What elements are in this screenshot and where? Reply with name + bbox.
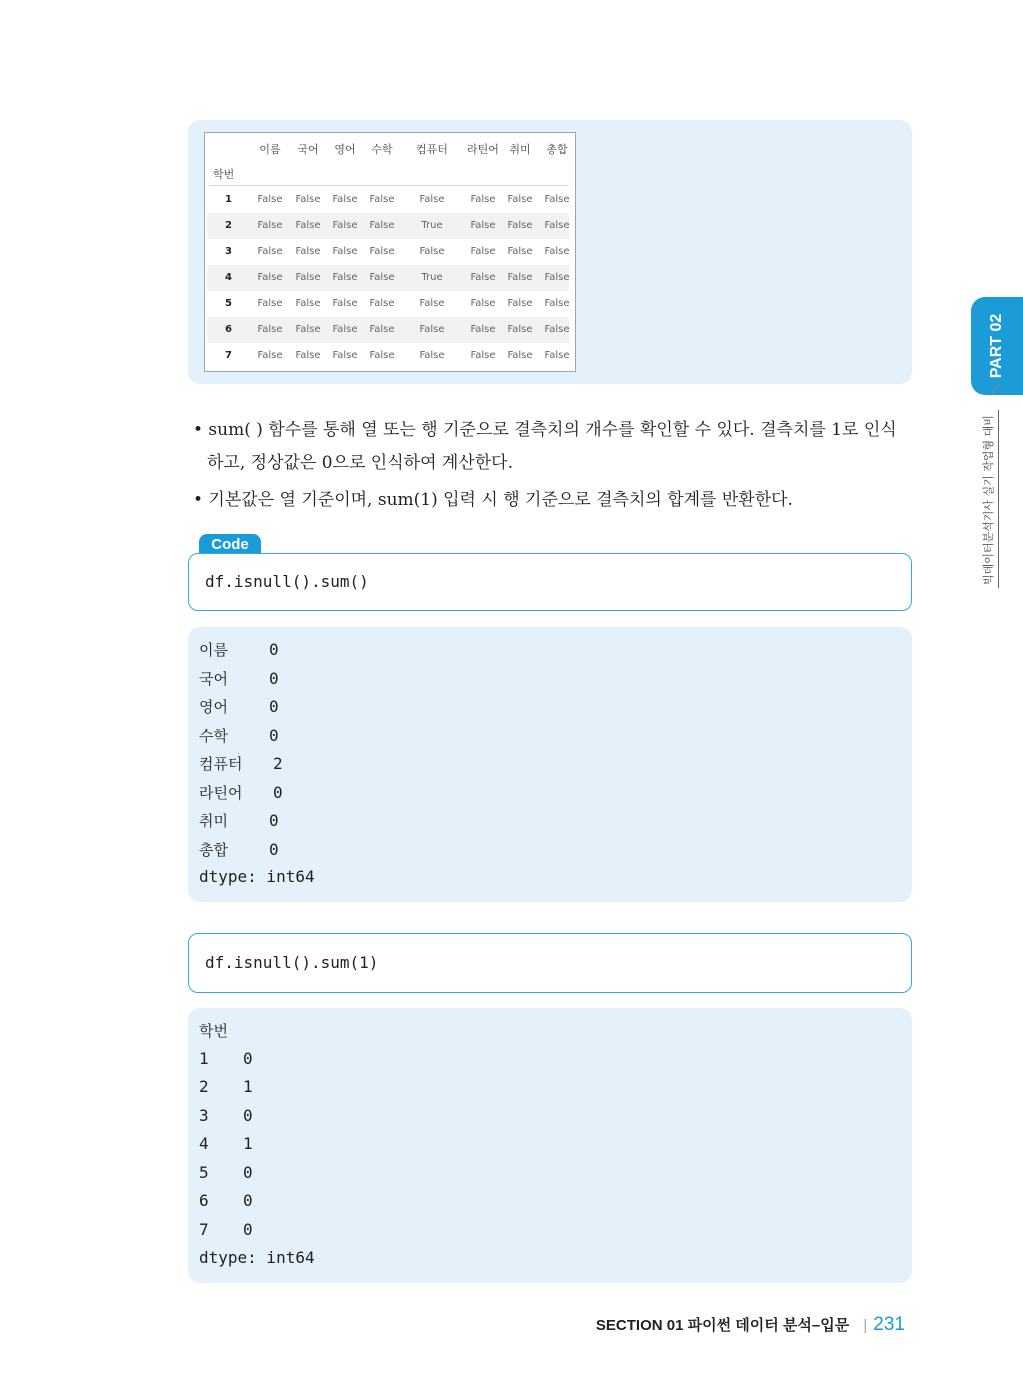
table-row bbox=[207, 343, 569, 369]
row-index: 1 bbox=[225, 194, 232, 205]
output-value: 0 bbox=[243, 1191, 253, 1210]
output-key: 총합 bbox=[199, 840, 228, 859]
output-key: 수학 bbox=[199, 726, 228, 745]
table-cell: False bbox=[257, 298, 283, 309]
output-value: 0 bbox=[269, 640, 279, 659]
output-line bbox=[199, 1191, 253, 1210]
footer-divider: | bbox=[863, 1317, 868, 1334]
table-cell: False bbox=[507, 246, 533, 257]
table-cell: False bbox=[295, 298, 321, 309]
output-key: 취미 bbox=[199, 812, 228, 830]
bullet-sum-explanation bbox=[193, 414, 897, 480]
output-key: 2 bbox=[199, 1077, 209, 1096]
dtype-line: dtype: int64 bbox=[199, 867, 315, 886]
table-cell: False bbox=[544, 220, 570, 231]
table-cell: False bbox=[470, 298, 496, 309]
output-value: 0 bbox=[243, 1162, 253, 1182]
table-cell: False bbox=[332, 272, 358, 283]
output-key: 컴퓨터 bbox=[199, 755, 243, 773]
code-block-2 bbox=[188, 933, 912, 993]
column-header: 컴퓨터 bbox=[416, 143, 448, 156]
output-line bbox=[199, 1134, 253, 1153]
output-value: 0 bbox=[269, 668, 279, 688]
table-cell: False bbox=[507, 194, 533, 205]
table-cell: False bbox=[369, 194, 395, 205]
table-row bbox=[207, 317, 569, 343]
page-number: 231 bbox=[873, 1314, 905, 1335]
output-value: 0 bbox=[243, 1105, 253, 1125]
output-key: 국어 bbox=[199, 669, 228, 688]
table-cell: False bbox=[295, 220, 321, 231]
table-cell: False bbox=[507, 350, 533, 361]
dataframe-table bbox=[204, 132, 576, 372]
table-row bbox=[207, 265, 569, 291]
column-header: 라틴어 bbox=[467, 143, 499, 156]
output-key: 영어 bbox=[199, 698, 228, 716]
part-tab bbox=[971, 297, 1023, 395]
table-row bbox=[207, 213, 569, 239]
table-cell: False bbox=[544, 350, 570, 361]
code-label: Code bbox=[199, 534, 261, 556]
output-line bbox=[199, 1220, 253, 1239]
table-cell: False bbox=[419, 350, 445, 361]
output-value: 1 bbox=[243, 1134, 253, 1153]
output-value: 2 bbox=[273, 754, 283, 773]
output-line bbox=[199, 1106, 253, 1125]
part-label: PART 02 bbox=[988, 313, 1005, 379]
table-cell: False bbox=[470, 324, 496, 335]
output-value: 0 bbox=[243, 1048, 253, 1068]
row-index: 7 bbox=[225, 350, 232, 361]
table-cell: False bbox=[470, 194, 496, 205]
column-header: 영어 bbox=[334, 143, 356, 156]
output-line bbox=[199, 1163, 253, 1182]
output-value: 0 bbox=[269, 839, 279, 859]
table-cell: False bbox=[257, 220, 283, 231]
table-cell: False bbox=[507, 298, 533, 309]
output-key: 이름 bbox=[199, 641, 228, 659]
section-number: SECTION 01 bbox=[595, 1317, 684, 1334]
output-line bbox=[199, 1049, 253, 1068]
bullet-text: • 기본값은 열 기준이며, sum(1) 입력 시 행 기준으로 결측치의 합계를 반환한다. bbox=[193, 490, 793, 510]
output-line bbox=[199, 696, 279, 717]
table-cell: False bbox=[332, 194, 358, 205]
output-value: 0 bbox=[243, 1219, 253, 1239]
table-cell: False bbox=[332, 298, 358, 309]
bullet-default-axis bbox=[193, 484, 793, 517]
table-cell: False bbox=[295, 246, 321, 257]
table-cell: False bbox=[295, 272, 321, 283]
output-line bbox=[199, 839, 279, 860]
output-key: 3 bbox=[199, 1105, 209, 1125]
book-subtitle: 빅데이터분석기사 실기 작업형 대비 bbox=[982, 415, 995, 585]
output-line bbox=[199, 1077, 253, 1096]
output-line bbox=[199, 753, 283, 774]
table-cell: False bbox=[470, 220, 496, 231]
table-cell: False bbox=[332, 350, 358, 361]
table-cell: False bbox=[544, 194, 570, 205]
bullet-text-line2: 하고, 정상값은 0으로 인식하여 계산한다. bbox=[207, 453, 513, 473]
table-cell: False bbox=[470, 246, 496, 257]
column-header: 이름 bbox=[259, 143, 281, 156]
row-index: 3 bbox=[225, 246, 232, 257]
column-header: 국어 bbox=[297, 143, 319, 156]
table-cell: False bbox=[369, 350, 395, 361]
table-cell: False bbox=[257, 272, 283, 283]
output-value: 0 bbox=[269, 697, 279, 716]
table-cell: False bbox=[419, 298, 445, 309]
output-panel-sum bbox=[188, 627, 912, 902]
row-index: 2 bbox=[225, 220, 232, 231]
table-cell: False bbox=[544, 298, 570, 309]
table-cell: True bbox=[421, 220, 443, 231]
table-cell: False bbox=[257, 246, 283, 257]
code-text: df.isnull().sum(1) bbox=[205, 953, 379, 972]
output-line bbox=[199, 782, 283, 803]
column-header: 취미 bbox=[509, 143, 531, 156]
table-cell: False bbox=[257, 350, 283, 361]
table-cell: False bbox=[470, 350, 496, 361]
output-panel-sum1 bbox=[188, 1008, 912, 1283]
output-key: 5 bbox=[199, 1162, 209, 1182]
output-value: 0 bbox=[269, 725, 279, 745]
code-block bbox=[188, 553, 912, 611]
table-cell: False bbox=[369, 272, 395, 283]
index-name-text: 학번 bbox=[199, 1022, 228, 1040]
column-header: 총합 bbox=[546, 143, 568, 156]
table-cell: False bbox=[295, 324, 321, 335]
output-value: 1 bbox=[243, 1077, 253, 1096]
table-row bbox=[207, 239, 569, 265]
table-cell: False bbox=[332, 220, 358, 231]
table-cell: False bbox=[544, 246, 570, 257]
table-cell: False bbox=[332, 324, 358, 335]
table-cell: False bbox=[295, 350, 321, 361]
table-cell: False bbox=[507, 324, 533, 335]
table-row bbox=[207, 291, 569, 317]
table-cell: False bbox=[257, 194, 283, 205]
section-title: 파이썬 데이터 분석–입문 bbox=[687, 1317, 850, 1334]
column-header: 수학 bbox=[371, 143, 393, 156]
side-divider bbox=[998, 410, 999, 588]
output-key: 1 bbox=[199, 1048, 209, 1068]
table-cell: False bbox=[332, 246, 358, 257]
table-cell: False bbox=[369, 246, 395, 257]
table-cell: False bbox=[257, 324, 283, 335]
dtype-line: dtype: int64 bbox=[199, 1248, 315, 1267]
output-key: 6 bbox=[199, 1191, 209, 1210]
table-cell: False bbox=[419, 194, 445, 205]
page-footer bbox=[596, 1314, 905, 1336]
index-name bbox=[199, 1020, 228, 1041]
output-key: 라틴어 bbox=[199, 783, 243, 802]
output-key: 4 bbox=[199, 1134, 209, 1153]
row-index: 6 bbox=[225, 324, 232, 335]
index-name: 학번 bbox=[213, 168, 235, 181]
table-cell: False bbox=[295, 194, 321, 205]
output-line bbox=[199, 725, 279, 746]
table-cell: False bbox=[507, 220, 533, 231]
bullet-text-line1: • sum( ) 함수를 통해 열 또는 행 기준으로 결측치의 개수를 확인할 수 있다. 결측치를 1로 인식 bbox=[193, 420, 897, 440]
table-cell: False bbox=[369, 220, 395, 231]
table-cell: False bbox=[470, 272, 496, 283]
table-cell: False bbox=[369, 324, 395, 335]
output-line bbox=[199, 639, 279, 660]
row-index: 4 bbox=[225, 272, 232, 283]
header-divider bbox=[209, 185, 569, 186]
output-line bbox=[199, 668, 279, 689]
table-cell: False bbox=[544, 272, 570, 283]
table-cell: True bbox=[421, 272, 443, 283]
table-cell: False bbox=[419, 324, 445, 335]
table-cell: False bbox=[544, 324, 570, 335]
output-value: 0 bbox=[273, 782, 283, 802]
output-value: 0 bbox=[269, 811, 279, 830]
row-index: 5 bbox=[225, 298, 232, 309]
code-text: df.isnull().sum() bbox=[205, 572, 369, 591]
table-cell: False bbox=[507, 272, 533, 283]
table-cell: False bbox=[419, 246, 445, 257]
output-line bbox=[199, 810, 279, 831]
table-cell: False bbox=[369, 298, 395, 309]
output-key: 7 bbox=[199, 1219, 209, 1239]
table-row bbox=[207, 187, 569, 213]
